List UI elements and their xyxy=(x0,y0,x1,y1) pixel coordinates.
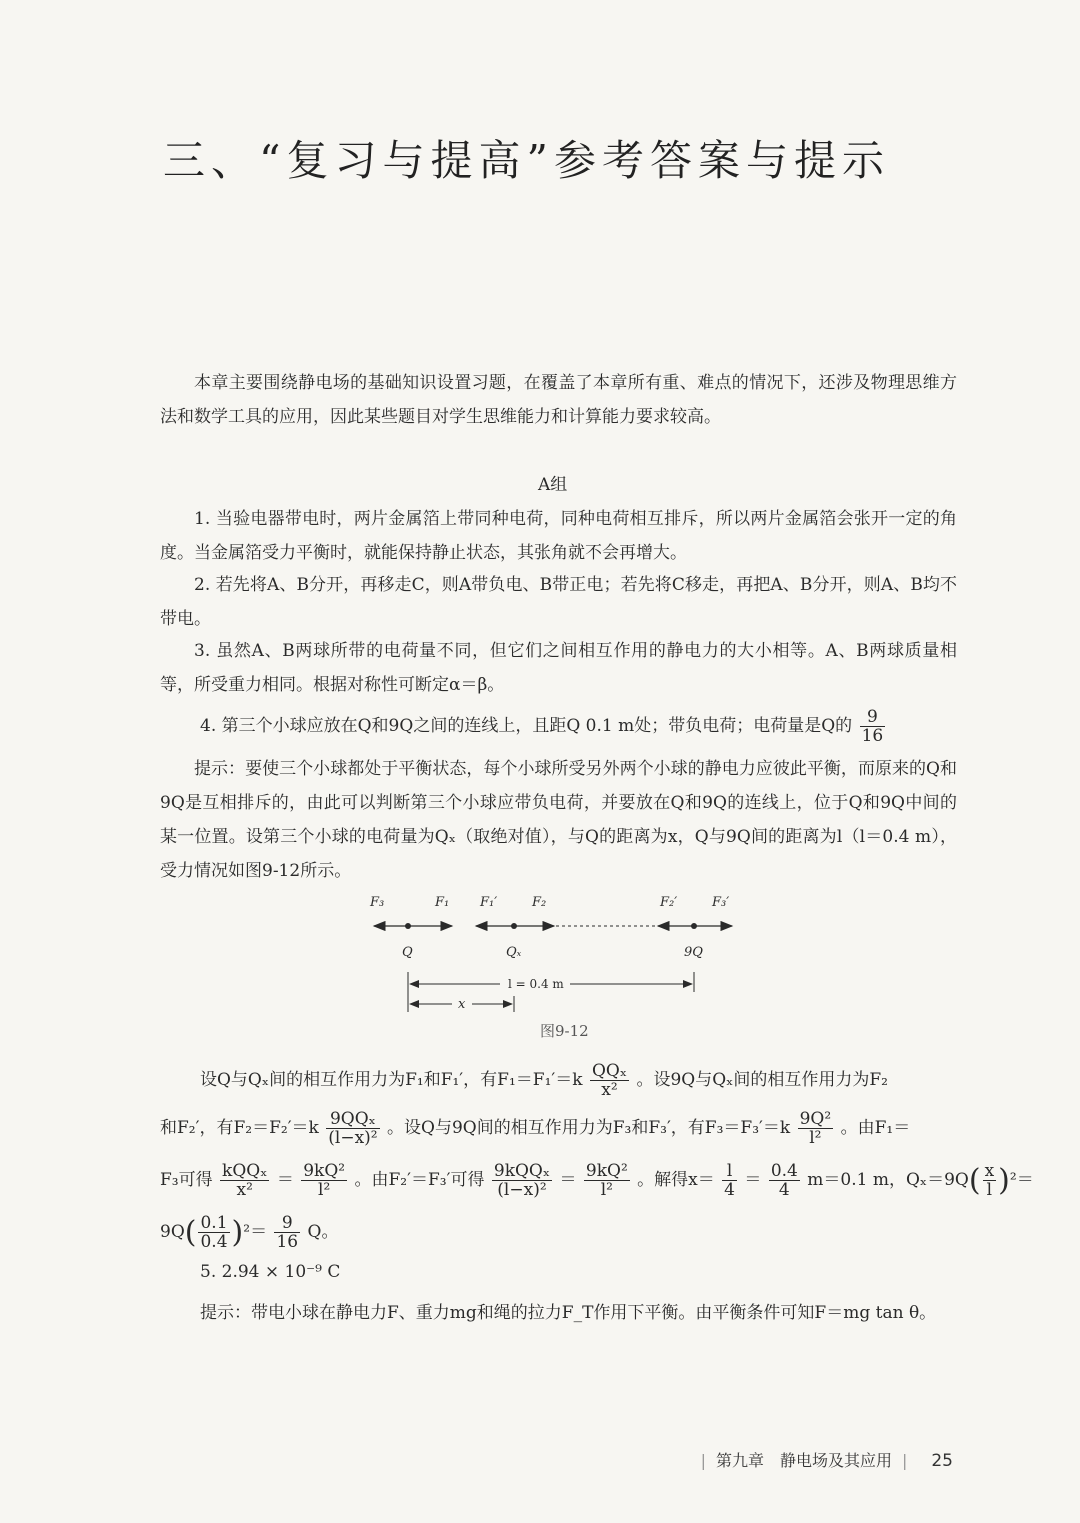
num: l xyxy=(722,1162,737,1181)
frac xyxy=(722,1162,737,1199)
deriv-text: 。设Q与9Q间的相互作用力为F₃和F₃′，有F₃＝F₃′＝k xyxy=(387,1118,791,1138)
intro-paragraph: 本章主要围绕静电场的基础知识设置习题，在覆盖了本章所有重、难点的情况下，还涉及物理思维方法和数学工具的应用，因此某些题目对学生思维能力和计算能力要求较高。 xyxy=(160,373,957,427)
deriv-text: F₃可得 xyxy=(160,1170,213,1190)
deriv-text: 。设9Q与Qₓ间的相互作用力为F₂ xyxy=(636,1070,888,1090)
footer-chapter: 第九章 静电场及其应用 xyxy=(715,1451,892,1470)
hint-4: 提示：要使三个小球都处于平衡状态，每个小球所受另外两个小球的静电力应彼此平衡，而原来的Q和9Q是互相排斥的，由此可以判断第三个小球应带负电荷，并要放在Q和9Q的连线上，位于Q和9Q中间的某一位置。设第三个小球的电荷量为Qₓ（取绝对值），与Q的距离为x，Q与9Q间的距离为l（l＝0.4 m），受力情况如图9-12所示。 xyxy=(160,759,957,881)
num: 9kQ² xyxy=(303,1161,346,1181)
num: 0.1 xyxy=(200,1213,228,1233)
deriv-text: ²＝ xyxy=(243,1222,268,1242)
frac xyxy=(769,1162,800,1199)
num: 9 xyxy=(274,1214,300,1233)
num: 9Q² xyxy=(799,1109,832,1129)
frac xyxy=(584,1162,630,1199)
label-l: l = 0.4 m xyxy=(508,977,564,991)
page-footer xyxy=(691,1448,953,1471)
label-f3: F₃ xyxy=(370,895,385,910)
equals: ＝ xyxy=(744,1170,762,1190)
answer-3: 3. 虽然A、B两球所带的电荷量不同，但它们之间相互作用的静电力的大小相等。A、B两球质量相等，所受重力相同。根据对称性可断定α＝β。 xyxy=(160,641,957,695)
footer-divider-left: | xyxy=(700,1451,706,1470)
deriv-text: Q。 xyxy=(307,1222,339,1242)
den: x² xyxy=(236,1180,253,1200)
derivation-line-2 xyxy=(160,1110,910,1147)
num: QQₓ xyxy=(591,1061,628,1081)
footer-divider-right: | xyxy=(901,1451,908,1470)
num: kQQₓ xyxy=(222,1161,268,1181)
derivation-line-1 xyxy=(200,1062,888,1099)
deriv-text: 9Q xyxy=(160,1222,185,1242)
page-number: 25 xyxy=(931,1451,953,1471)
derivation-line-4: 9Q( $\frac{0.1}{0.4}$ )²＝ $\frac{9}{16}$ Q。 xyxy=(160,1213,339,1252)
frac-9q2-l2 xyxy=(798,1110,834,1147)
frac xyxy=(492,1162,552,1199)
charge-q-dot xyxy=(405,923,411,929)
den: (l−x)² xyxy=(497,1180,547,1200)
den: 0.4 xyxy=(200,1232,228,1252)
den: (l−x)² xyxy=(328,1128,378,1148)
den: l xyxy=(986,1180,993,1200)
group-title: A组 xyxy=(538,475,568,495)
den: l² xyxy=(318,1180,331,1200)
charge-qx-dot xyxy=(511,923,517,929)
num: 9QQₓ xyxy=(326,1110,379,1129)
frac xyxy=(198,1214,229,1251)
label-q: Q xyxy=(402,945,413,960)
deriv-text: 和F₂′，有F₂＝F₂′＝k xyxy=(160,1118,319,1138)
equals: ＝ xyxy=(276,1170,294,1190)
den: 4 xyxy=(778,1180,790,1200)
label-f3-prime: F₃′ xyxy=(712,895,730,910)
num: 0.4 xyxy=(770,1161,798,1181)
label-qx: Qₓ xyxy=(506,945,522,960)
label-f1: F₁ xyxy=(435,895,450,910)
fraction-numerator: 9 xyxy=(860,708,886,727)
den: l² xyxy=(600,1180,613,1200)
answer-2: 2. 若先将A、B分开，再移走C，则A带负电、B带正电；若先将C移走，再把A、B分开，则A、B均不带电。 xyxy=(160,575,957,629)
frac xyxy=(220,1162,269,1199)
deriv-text: 。由F₂′＝F₃′可得 xyxy=(354,1170,485,1190)
answer-5: 5. 2.94 × 10⁻⁹ C xyxy=(200,1262,341,1282)
frac-qqx-x2 xyxy=(590,1062,629,1099)
deriv-text: ²＝ xyxy=(1009,1170,1034,1190)
charge-9q-dot xyxy=(691,923,697,929)
deriv-text: 设Q与Qₓ间的相互作用力为F₁和F₁′，有F₁＝F₁′＝k xyxy=(200,1070,583,1090)
label-f2-prime: F₂′ xyxy=(660,895,678,910)
num: 9kQ² xyxy=(585,1161,628,1181)
label-x: x xyxy=(458,997,466,1012)
label-9q: 9Q xyxy=(684,945,703,960)
frac xyxy=(274,1214,300,1251)
answer-4-fraction xyxy=(860,708,886,745)
den: 16 xyxy=(276,1232,299,1252)
num: x xyxy=(984,1161,995,1181)
deriv-text: m＝0.1 m，Qₓ＝9Q xyxy=(807,1170,969,1190)
equals: ＝ xyxy=(559,1170,577,1190)
deriv-text: 。解得x＝ xyxy=(637,1170,715,1190)
den: x² xyxy=(601,1080,618,1100)
answer-4 xyxy=(200,708,887,745)
den: 4 xyxy=(724,1180,735,1200)
hint-5: 提示：带电小球在静电力F、重力mg和绳的拉力F_T作用下平衡。由平衡条件可知F＝mg tan θ。 xyxy=(200,1303,937,1323)
figure-caption: 图9-12 xyxy=(540,1022,589,1040)
answer-4-text: 4. 第三个小球应放在Q和9Q之间的连线上，且距Q 0.1 m处；带负电荷；电荷量是Q的 xyxy=(200,716,853,736)
answer-1: 1. 当验电器带电时，两片金属箔上带同种电荷，同种电荷相互排斥，所以两片金属箔会张开一定的角度。当金属箔受力平衡时，就能保持静止状态，其张角就不会再增大。 xyxy=(160,509,957,563)
derivation-line-3: F₃可得 $\frac{\text{kQQₓ}}{\text{x²}}$ ＝ $\frac{\text{9kQ²}}{\text{l²}}$ 。由F₂′＝F₃′可得 $\frac{\text{9kQQₓ}}{\text{(l−x)²}}$ ＝ $\frac{\text{9kQ²}}{\text{l²}}$ 。解得x＝ $\frac{l}{4}$ ＝ $\frac{0.4}{4}$ m＝0.1 m，Qₓ＝9Q( $\frac{x}{l}$ )²＝ xyxy=(160,1161,1034,1200)
label-f1-prime: F₁′ xyxy=(480,895,498,910)
deriv-text: 。由F₁＝ xyxy=(840,1118,911,1138)
den: l² xyxy=(809,1128,822,1148)
frac xyxy=(301,1162,347,1199)
frac-9qqx xyxy=(326,1110,379,1147)
frac xyxy=(983,1162,997,1199)
page-title: 三、“复习与提高”参考答案与提示 xyxy=(163,136,890,185)
label-f2: F₂ xyxy=(532,895,547,910)
fraction-denominator: 16 xyxy=(861,726,884,746)
num: 9kQQₓ xyxy=(493,1161,551,1181)
